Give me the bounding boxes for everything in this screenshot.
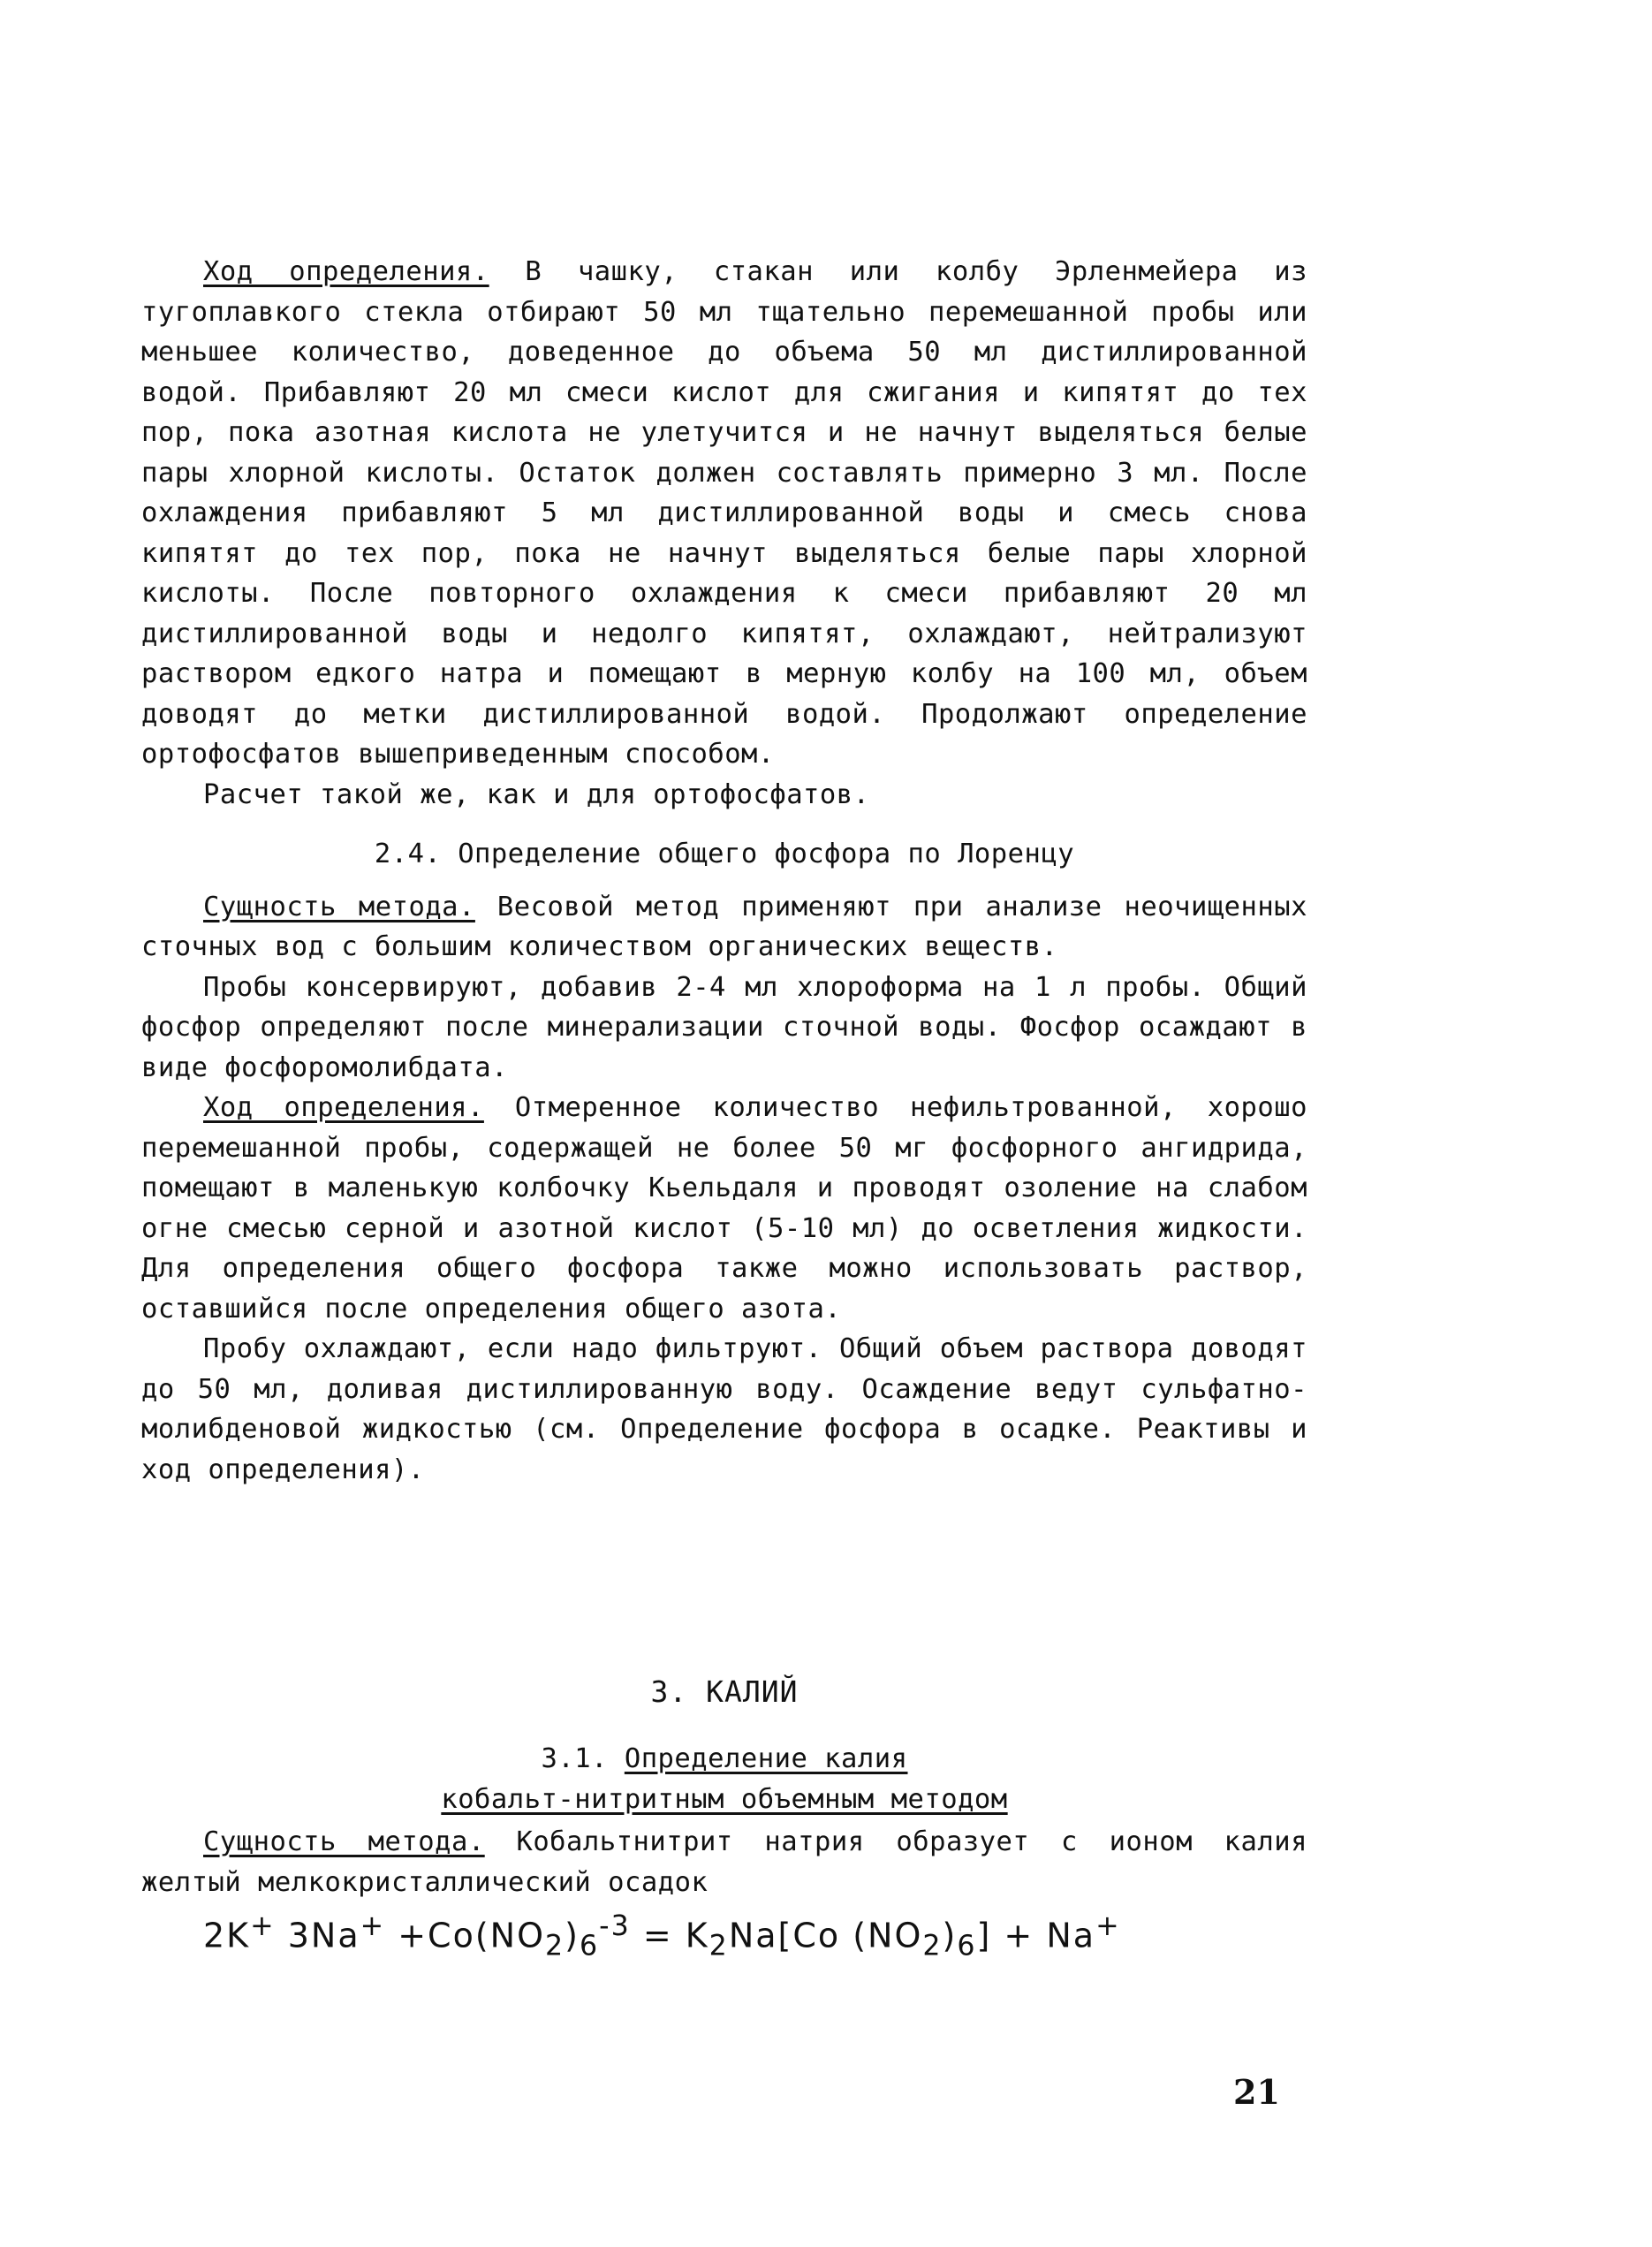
section-3-body [141, 1822, 1307, 1902]
preservation-paragraph: Пробы консервируют, добавив 2-4 мл хлороформа на 1 л пробы. Общий фосфор определяют после минерализации сточной воды. Фосфор осаждают в виде фосфоромолибдата. [141, 971, 1307, 1083]
formula-part: +Co(NO [385, 1916, 546, 1955]
formula-part: ] + Na [976, 1916, 1096, 1955]
cooling-paragraph: Пробу охлаждают, если надо фильтруют. Общий объем раствора доводят до 50 мл, доливая дистиллированную воду. Осаждение ведут сульфатно-молибденовой жидкостью (см. Определение фосфора в осадке. Реактивы и ход определения). [141, 1333, 1307, 1485]
essence-paragraph [141, 887, 1307, 968]
formula-subscript: 2 [922, 1930, 943, 1962]
essence-paragraph-3 [141, 1822, 1307, 1902]
formula-part: 2K [203, 1916, 251, 1955]
essence-text-3: Кобальтнитрит натрия образует с ионом калия желтый мелкокристаллический осадок [141, 1826, 1307, 1898]
procedure-label-2: Ход определения. [203, 1092, 484, 1123]
formula-part: 3Na [275, 1916, 360, 1955]
page-number: 21 [1233, 2072, 1280, 2112]
section-3-1-title-line2: кобальт-нитритным объемным методом [441, 1784, 1008, 1815]
procedure-label: Ход определения. [203, 256, 489, 287]
formula-charge: + [360, 1910, 386, 1942]
essence-label: Сущность метода. [203, 891, 475, 922]
formula-part: = K [630, 1916, 709, 1955]
formula-part: ) [942, 1916, 958, 1955]
procedure-paragraph-2 [141, 1088, 1307, 1329]
section-2-4-heading: 2.4. Определение общего фосфора по Лоренцу [374, 839, 1075, 869]
formula-subscript: 2 [545, 1930, 565, 1962]
chemical-equation [203, 1910, 1121, 1962]
essence-text: Весовой метод применяют при анализе неочищенных сточных вод с большим количеством органических веществ. [141, 891, 1307, 962]
formula-charge: + [250, 1910, 276, 1942]
section-3-heading: 3. КАЛИЙ [650, 1674, 799, 1709]
procedure-paragraph [141, 252, 1307, 775]
calculation-paragraph: Расчет такой же, как и для ортофосфатов. [203, 778, 870, 810]
formula-subscript: 6 [580, 1930, 600, 1962]
section-3-1-title-line1: Определение калия [624, 1743, 908, 1774]
formula-charge: -3 [599, 1910, 631, 1942]
formula-subscript: 6 [957, 1930, 977, 1962]
formula-charge: + [1095, 1910, 1121, 1942]
formula-part: Na[Co (NO [728, 1916, 923, 1955]
section-2-3-body [141, 252, 1307, 1490]
section-3-1-number: 3.1. [541, 1743, 625, 1774]
formula-part: ) [565, 1916, 580, 1955]
section-3-1-heading [141, 1739, 1307, 1820]
procedure-text: В чашку, стакан или колбу Эрленмейера из тугоплавкого стекла отбирают 50 мл тщательно перемешанной пробы или меньшее количество, доведенное до объема 50 мл дистиллированной водой. Прибавляют 20 мл смеси кислот для сжигания и кипятят до тех пор, пока азотная кислота не улетучится и не начнут выделяться белые пары хлорной кислоты. Остаток должен составлять примерно 3 мл. После охлаждения прибавляют 5 мл дистиллированной воды и смесь снова кипятят до тех пор, пока не начнут выделяться белые пары хлорной кислоты. После повторного охлаждения к смеси прибавляют 20 мл дистиллированной воды и недолго кипятят, охлаждают, нейтрализуют раствором едкого натра и помещают в мерную колбу на 100 мл, объем доводят до метки дистиллированной водой. Продолжают определение ортофосфатов вышеприведенным способом. [141, 256, 1307, 770]
essence-label-3: Сущность метода. [203, 1826, 485, 1857]
procedure-text-2: Отмеренное количество нефильтрованной, хорошо перемешанной пробы, содержащей не более 50 мг фосфорного ангидрида, помещают в маленькую колбочку Кьельдаля и проводят озоление на слабом огне смесью серной и азотной кислот (5-10 мл) до осветления жидкости. Для определения общего фосфора также можно использовать раствор, оставшийся после определения общего азота. [141, 1092, 1307, 1325]
formula-subscript: 2 [709, 1930, 729, 1962]
